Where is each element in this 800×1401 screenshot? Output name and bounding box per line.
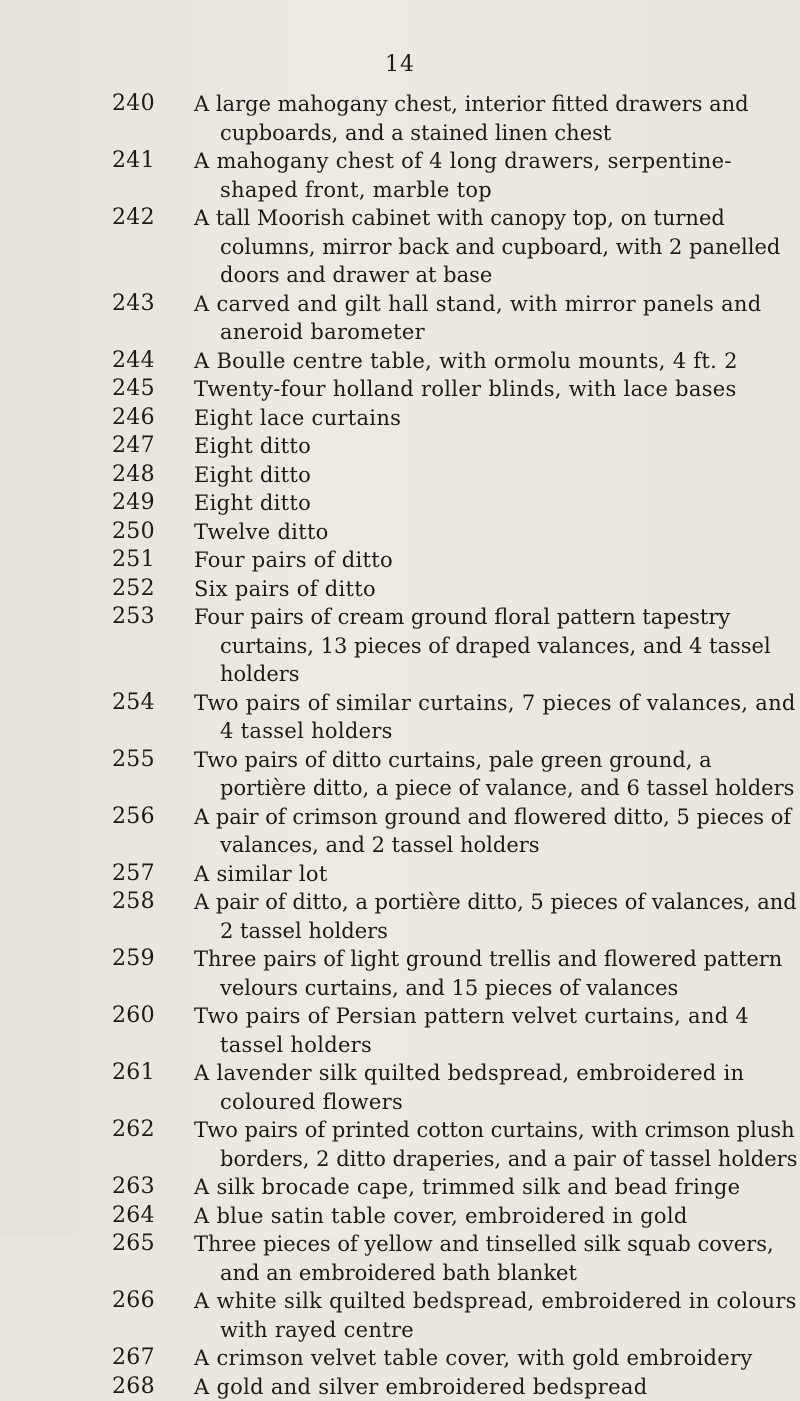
- lot-description: A Boulle centre table, with ormolu mounts, 4 ft. 2: [194, 347, 798, 376]
- lot-number: 267: [112, 1344, 155, 1373]
- lot-description: Eight ditto: [194, 461, 798, 490]
- lot-entry: [0, 90, 800, 147]
- lot-number: 254: [112, 689, 155, 718]
- lot-description: A blue satin table cover, embroidered in gold: [194, 1202, 798, 1231]
- lot-number: 259: [112, 945, 155, 974]
- page-number: 14: [0, 52, 800, 77]
- lot-number: 244: [112, 347, 155, 376]
- lot-entry: [0, 1116, 800, 1173]
- lot-entry: [0, 860, 800, 889]
- lot-entry: [0, 1373, 800, 1401]
- lot-description: Three pieces of yellow and tinselled silk squab covers, and an embroidered bath blanket: [194, 1230, 798, 1287]
- lot-entry: [0, 1202, 800, 1231]
- lot-description: A silk brocade cape, trimmed silk and bead fringe: [194, 1173, 798, 1202]
- lot-entry: [0, 1344, 800, 1373]
- lot-description: A similar lot: [194, 860, 798, 889]
- lot-number: 241: [112, 147, 155, 176]
- lot-number: 262: [112, 1116, 155, 1145]
- lot-description: Twelve ditto: [194, 518, 798, 547]
- lot-description: Eight lace curtains: [194, 404, 798, 433]
- lot-description: Six pairs of ditto: [194, 575, 798, 604]
- lot-description: A tall Moorish cabinet with canopy top, on turned columns, mirror back and cupboard, with 2 panelled doors and drawer at base: [194, 204, 798, 290]
- lot-number: 252: [112, 575, 155, 604]
- lot-entry: [0, 1002, 800, 1059]
- lot-description: A pair of ditto, a portière ditto, 5 pieces of valances, and 2 tassel holders: [194, 888, 798, 945]
- lot-description: Three pairs of light ground trellis and flowered pattern velours curtains, and 15 pieces of valances: [194, 945, 798, 1002]
- lot-entry: [0, 1230, 800, 1287]
- lot-number: 242: [112, 204, 155, 233]
- lot-number: 263: [112, 1173, 155, 1202]
- lot-entry: [0, 546, 800, 575]
- lot-number: 247: [112, 432, 155, 461]
- lot-number: 260: [112, 1002, 155, 1031]
- lot-number: 264: [112, 1202, 155, 1231]
- lot-entry: [0, 689, 800, 746]
- lot-number: 257: [112, 860, 155, 889]
- lot-entry: [0, 347, 800, 376]
- lot-entry: [0, 1173, 800, 1202]
- lot-entry: [0, 945, 800, 1002]
- lot-entry: [0, 147, 800, 204]
- lot-entry: [0, 375, 800, 404]
- lot-number: 261: [112, 1059, 155, 1088]
- lot-entry: [0, 888, 800, 945]
- lot-number: 255: [112, 746, 155, 775]
- lot-entry: [0, 518, 800, 547]
- lot-entry: [0, 404, 800, 433]
- lot-entry: [0, 489, 800, 518]
- lot-description: A gold and silver embroidered bedspread: [194, 1373, 798, 1401]
- lot-description: Two pairs of printed cotton curtains, with crimson plush borders, 2 ditto draperies, and a pair of tassel holders: [194, 1116, 798, 1173]
- lot-number: 268: [112, 1373, 155, 1401]
- lot-description: Four pairs of cream ground floral pattern tapestry curtains, 13 pieces of draped valances, and 4 tassel holders: [194, 603, 798, 689]
- lot-number: 256: [112, 803, 155, 832]
- lot-description: A large mahogany chest, interior fitted drawers and cupboards, and a stained linen chest: [194, 90, 798, 147]
- lot-number: 266: [112, 1287, 155, 1316]
- lot-number: 250: [112, 518, 155, 547]
- lot-number: 243: [112, 290, 155, 319]
- lot-entry: [0, 603, 800, 689]
- lot-description: A white silk quilted bedspread, embroidered in colours with rayed centre: [194, 1287, 798, 1344]
- lot-description: Four pairs of ditto: [194, 546, 798, 575]
- lot-description: A lavender silk quilted bedspread, embroidered in coloured flowers: [194, 1059, 798, 1116]
- lot-description: Two pairs of ditto curtains, pale green ground, a portière ditto, a piece of valance, and 6 tassel holders: [194, 746, 798, 803]
- lot-number: 253: [112, 603, 155, 632]
- lot-number: 248: [112, 461, 155, 490]
- lot-number: 258: [112, 888, 155, 917]
- lot-list: [0, 90, 800, 1401]
- lot-description: Eight ditto: [194, 432, 798, 461]
- lot-number: 246: [112, 404, 155, 433]
- lot-entry: [0, 803, 800, 860]
- lot-number: 265: [112, 1230, 155, 1259]
- lot-entry: [0, 1287, 800, 1344]
- lot-number: 249: [112, 489, 155, 518]
- lot-number: 240: [112, 90, 155, 119]
- lot-entry: [0, 204, 800, 290]
- lot-description: Eight ditto: [194, 489, 798, 518]
- lot-entry: [0, 1059, 800, 1116]
- lot-entry: [0, 432, 800, 461]
- lot-entry: [0, 290, 800, 347]
- lot-description: A crimson velvet table cover, with gold embroidery: [194, 1344, 798, 1373]
- lot-description: Twenty-four holland roller blinds, with lace bases: [194, 375, 798, 404]
- lot-entry: [0, 746, 800, 803]
- lot-entry: [0, 461, 800, 490]
- lot-entry: [0, 575, 800, 604]
- lot-description: Two pairs of similar curtains, 7 pieces of valances, and 4 tassel holders: [194, 689, 798, 746]
- lot-description: A mahogany chest of 4 long drawers, serpentine-shaped front, marble top: [194, 147, 798, 204]
- lot-description: Two pairs of Persian pattern velvet curtains, and 4 tassel holders: [194, 1002, 798, 1059]
- lot-description: A carved and gilt hall stand, with mirror panels and aneroid barometer: [194, 290, 798, 347]
- lot-number: 245: [112, 375, 155, 404]
- lot-number: 251: [112, 546, 155, 575]
- lot-description: A pair of crimson ground and flowered ditto, 5 pieces of valances, and 2 tassel holders: [194, 803, 798, 860]
